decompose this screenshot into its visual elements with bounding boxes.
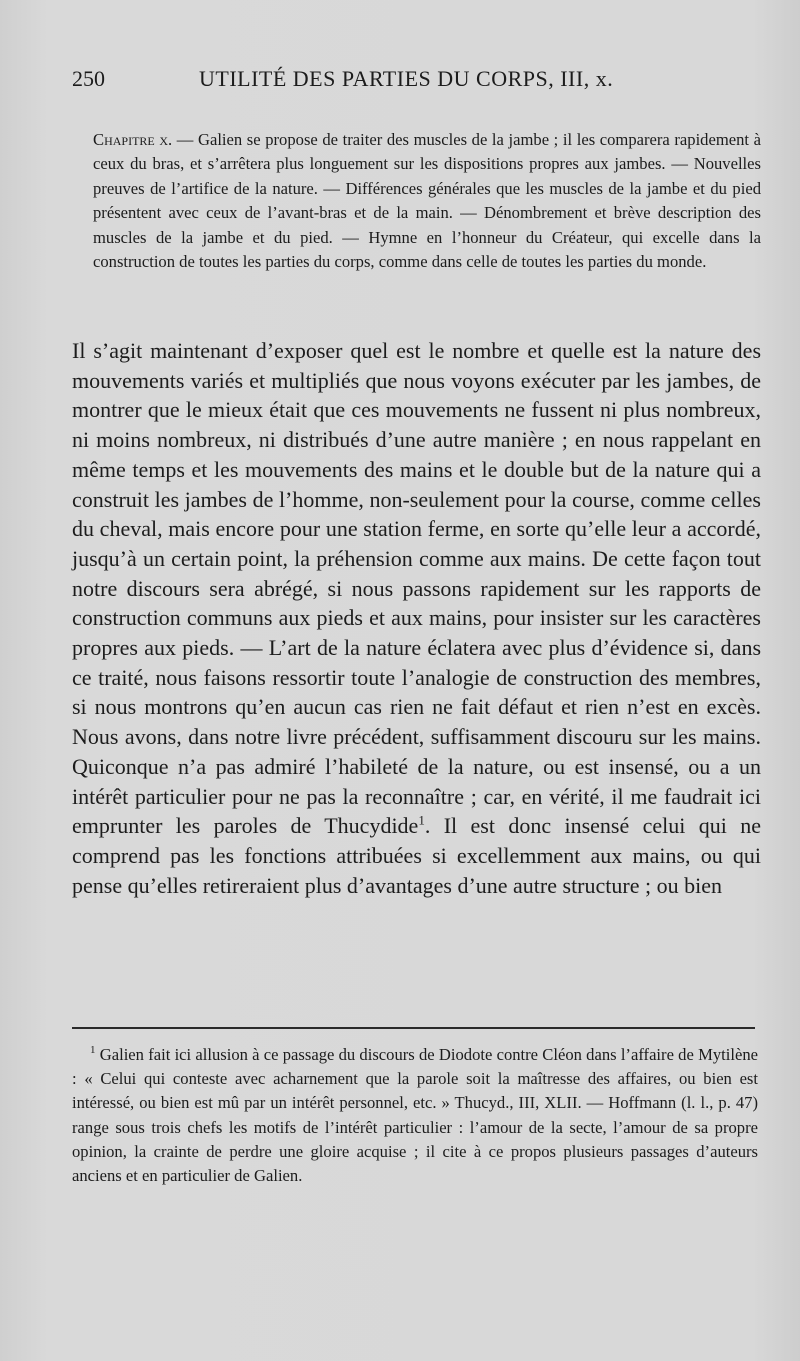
body-paragraph [72, 336, 761, 900]
page-number: 250 [72, 66, 105, 91]
footnote [72, 1043, 758, 1188]
body-text-part-1: Il s’agit maintenant d’exposer quel est le nombre et quelle est la nature des mouvements variés et multipliés que nous voyons exécuter par les jambes, de montrer que le mieux était que ces mouvements ne fussent ni plus nombreux, ni moins nombreux, ni distribués d’une autre manière ; en nous rappelant en même temps et les mouvements des mains et le double but de la nature qui a construit les jambes de l’homme, non-seulement pour la course, comme celles du cheval, mais encore pour une station ferme, en sorte qu’elle leur a accordé, jusqu’à un certain point, la préhension comme aux mains. De cette façon tout notre discours sera abrégé, si nous passons rapidement sur les rapports de construction communs aux pieds et aux mains, pour insister sur les caractères propres aux pieds. — L’art de la nature éclatera avec plus d’évidence si, dans ce traité, nous faisons ressortir toute l’analogie de construction des membres, si nous montrons qu’en aucun cas rien ne fait défaut et rien n’est en excès. Nous avons, dans notre livre précédent, suffisamment discouru sur les mains. Quiconque n’a pas admiré l’habileté de la nature, ou est insensé, ou a un intérêt particulier pour ne pas la reconnaître ; car, en vérité, il me faudrait ici emprunter les paroles de Thucydide [72, 338, 761, 839]
footnote-divider [72, 1027, 755, 1029]
chapter-summary-text: — Galien se propose de traiter des muscles de la jambe ; il les comparera rapidement à ceux du bras, et s’arrêtera plus longuement sur les dispositions propres aux jambes. — Nouvelles preuves de l’artifice de la nature. — Différences générales que les muscles de la jambe et du pied présentent avec ceux de l’avant-bras et de la main. — Dénombrement et brève description des muscles de la jambe et du pied. — Hymne en l’honneur du Créateur, qui excelle dans la construction de toutes les parties du corps, comme dans celle de toutes les parties du monde. [93, 130, 761, 272]
footnote-number: 1 [90, 1044, 96, 1057]
page-header [72, 66, 752, 96]
chapter-summary [93, 128, 761, 274]
footnote-reference[interactable]: 1 [418, 812, 425, 828]
body-text-part-2: . Il est donc insensé celui qui ne comprend pas les fonctions attribuées si excellemment aux mains, ou qui pense qu’elles retireraient plus d’avantages d’une autre structure ; ou bien [72, 813, 761, 898]
running-title: UTILITÉ DES PARTIES DU CORPS, III, x. [199, 66, 614, 91]
footnote-text: Galien fait ici allusion à ce passage du discours de Diodote contre Cléon dans l’affaire de Mytilène : « Celui qui conteste avec acharnement que la parole soit la maîtresse des affaires, ou bien est intéressé, ou bien est mû par un intérêt personnel, etc. » Thucyd., III, XLII. — Hoffmann (l. l., p. 47) range sous trois chefs les motifs de l’intérêt particulier : l’amour de la secte, l’amour de sa propre opinion, la crainte de perdre une gloire acquise ; il cite à ce propos plusieurs passages d’auteurs anciens et en particulier de Galien. [72, 1045, 758, 1186]
chapter-label: Chapitre x. [93, 130, 173, 149]
